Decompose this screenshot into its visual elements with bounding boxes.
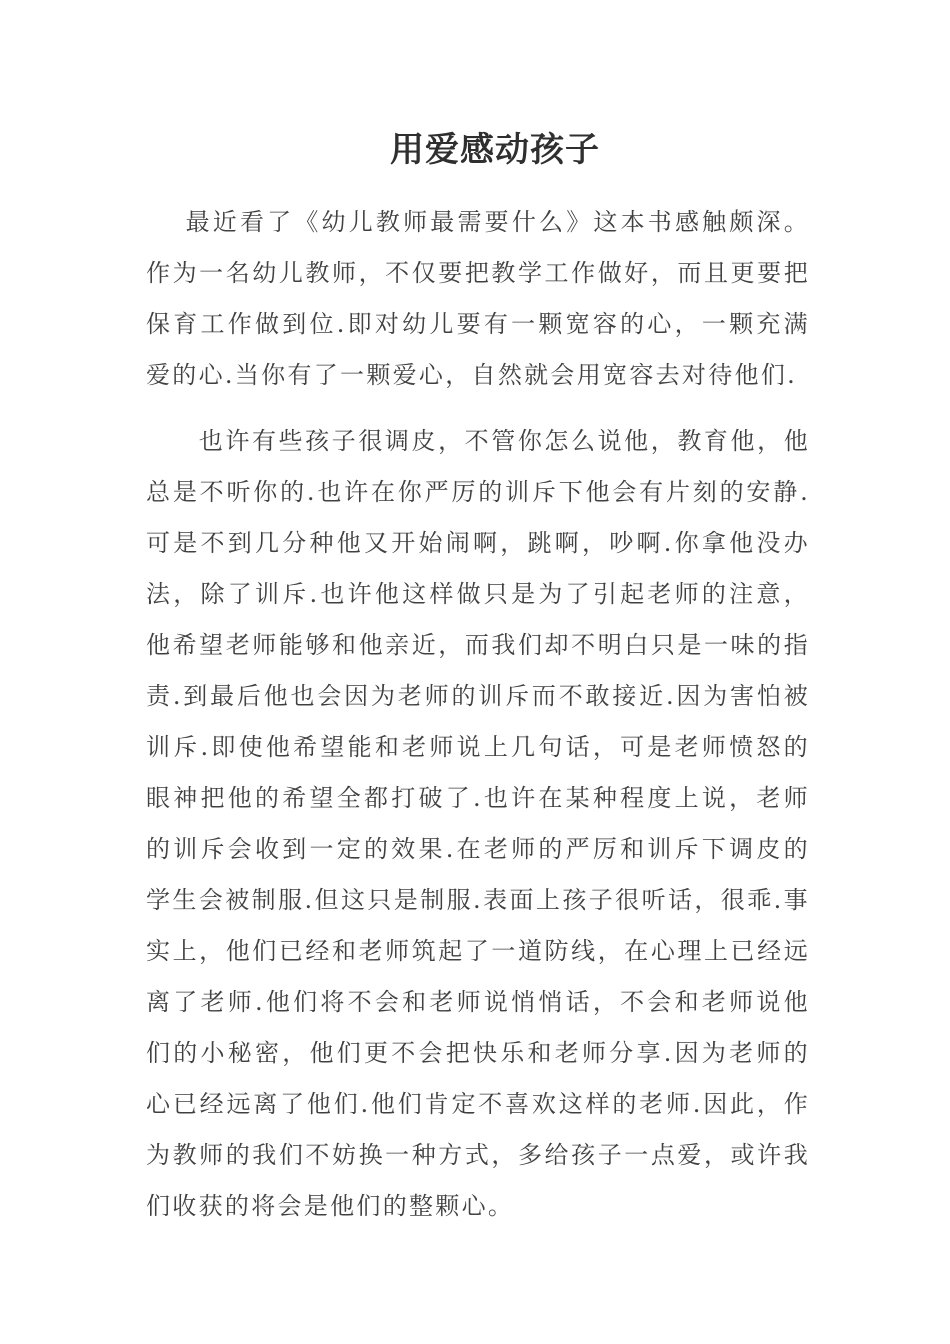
paragraph-2: 也许有些孩子很调皮，不管你怎么说他，教育他，他总是不听你的.也许在你严厉的训斥下他会有片刻的安静.可是不到几分种他又开始闹啊，跳啊，吵啊.你拿他没办法，除了训斥.也许他这样做只是为了引起老师的注意，他希望老师能够和他亲近，而我们却不明白只是一味的指责.到最后他也会因为老师的训斥而不敢接近.因为害怕被训斥.即使他希望能和老师说上几句话，可是老师愤怒的眼神把他的希望全都打破了.也许在某种程度上说，老师的训斥会收到一定的效果.在老师的严厉和训斥下调皮的学生会被制服.但这只是制服.表面上孩子很听话，很乖.事实上，他们已经和老师筑起了一道防线，在心理上已经远离了老师.他们将不会和老师说悄悄话，不会和老师说他们的小秘密，他们更不会把快乐和老师分享.因为老师的心已经远离了他们.他们肯定不喜欢这样的老师.因此，作为教师的我们不妨换一种方式，多给孩子一点爱，或许我们收获的将会是他们的整颗心。: [146, 427, 810, 1220]
document-title: 用爱感动孩子: [390, 130, 600, 170]
paragraph-1: 最近看了《幼儿教师最需要什么》这本书感触颇深。作为一名幼儿教师，不仅要把教学工作做好，而且更要把保育工作做到位.即对幼儿要有一颗宽容的心，一颗充满爱的心.当你有了一颗爱心，自然就会用宽容去对待他们.: [146, 208, 810, 389]
